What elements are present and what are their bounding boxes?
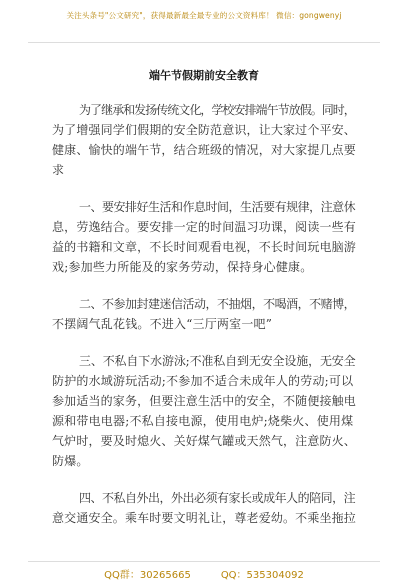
paragraph-line: 防护的水域游玩活动;不参加不适合未成年人的劳动;可以 [52,374,354,388]
header-notice: 关注头条号"公文研究"，获得最新最全最专业的公文资料库！ 微信：gongwenyj [66,11,342,20]
paragraph-line: 健康、愉快的端午节，结合班级的情况，对大家提几点要 [52,143,356,157]
paragraph-line: 一、要安排好生活和作息时间，生活要有规律，注意休 [79,200,356,214]
paragraph-line: 不摆阔气乱花钱。不进入“三厅两室一吧” [52,317,273,331]
footer [0,566,408,581]
header-divider [28,42,380,43]
paragraph-line: 气炉时，要及时熄火、关好煤气罐或天然气，注意防火、 [52,434,356,448]
footer-qq-group: QQ群：30265665 [104,570,191,581]
paragraph-line: 益的书籍和文章，不长时间观看电视，不长时间玩电脑游 [52,240,356,254]
paragraph-line: 参加适当的家务，但要注意生活中的安全，不随便接触电 [52,394,356,408]
paragraph-line: 源和带电电器;不私自接电源，使用电炉;烧柴火、使用煤 [52,414,354,428]
paragraph-line: 四、不私自外出，外出必须有家长或成年人的陪同，注 [79,491,356,505]
paragraph-line: 求 [52,163,65,177]
paragraph-line: 二、不参加封建迷信活动，不抽烟，不喝酒，不赌博， [79,297,356,311]
paragraph-line: 戏;参加些力所能及的家务劳动，保持身心健康。 [52,260,313,274]
footer-qq: QQ：535304092 [220,570,304,581]
paragraph-line: 为了继承和发扬传统文化，学校安排端午节放假。同时， [79,103,355,117]
paragraph-line: 防爆。 [52,454,89,468]
document-title: 端午节假期前安全教育 [149,69,259,82]
paragraph-line: 息，劳逸结合。要安排一定的时间温习功课，阅读一些有 [52,220,356,234]
paragraph-line: 三、不私自下水游泳;不准私自到无安全设施，无安全 [79,354,356,368]
footer-divider [28,561,380,562]
paragraph-line: 意交通安全。乘车时要文明礼让，尊老爱幼。不乘坐拖拉 [52,511,356,525]
paragraph-line: 为了增强同学们假期的安全防范意识，让大家过个平安、 [52,123,356,137]
